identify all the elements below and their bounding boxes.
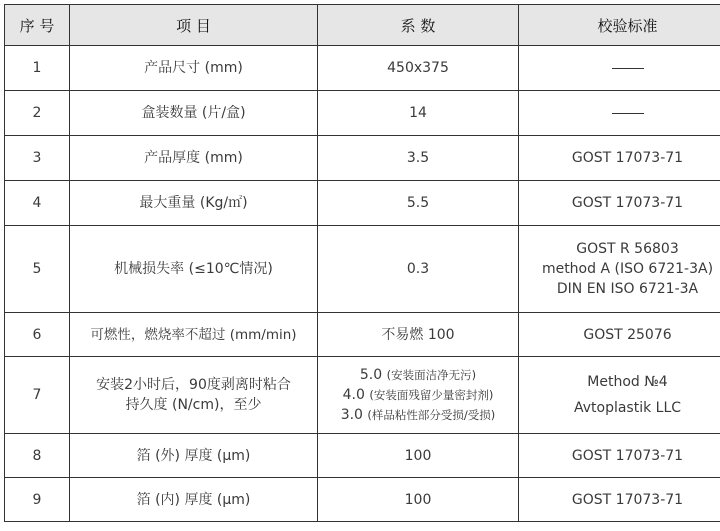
- row-no: 9: [5, 478, 70, 522]
- standard-line: DIN EN ISO 6721-3A: [556, 281, 699, 297]
- row-no: 2: [5, 91, 70, 136]
- row-standard: [519, 357, 720, 434]
- row-item: 产品尺寸 (mm): [70, 46, 318, 91]
- row-standard: [519, 91, 720, 136]
- row-item: 可燃性，燃烧率不超过 (mm/min): [70, 313, 318, 357]
- standard-line: GOST R 56803: [576, 241, 679, 257]
- table-row: [5, 91, 720, 136]
- row-coef: 0.3: [318, 226, 519, 313]
- header-standard: 校验标准: [519, 5, 720, 46]
- row-standard: GOST 17073-71: [519, 181, 720, 226]
- header-no: 序 号: [5, 5, 70, 46]
- row-coef: 3.5: [318, 136, 519, 181]
- row-item: 最大重量 (Kg/㎡): [70, 181, 318, 226]
- header-coef: 系 数: [318, 5, 519, 46]
- row-no: 5: [5, 226, 70, 313]
- row-no: 4: [5, 181, 70, 226]
- dash-mark: [612, 113, 644, 114]
- coef-value: 5.0: [359, 367, 383, 383]
- row-no: 7: [5, 357, 70, 434]
- row-item: 机械损失率 (≤10℃情况): [70, 226, 318, 313]
- dash-mark: [612, 68, 644, 69]
- table-row: [5, 226, 720, 313]
- table-row: [5, 46, 720, 91]
- row-standard: GOST 17073-71: [519, 478, 720, 522]
- coef-value: 4.0: [342, 387, 365, 403]
- coef-line: [320, 405, 516, 425]
- row-item: 盒装数量 (片/盒): [70, 91, 318, 136]
- table-row: [5, 434, 720, 478]
- row-no: 6: [5, 313, 70, 357]
- row-standard: GOST 25076: [519, 313, 720, 357]
- standard-line: Method №4: [587, 374, 668, 390]
- standard-line: Avtoplastik LLC: [573, 400, 682, 416]
- coef-note: (安装面洁净无污): [386, 368, 477, 382]
- standard-line: method A (ISO 6721-3A): [541, 261, 714, 277]
- table-row: [5, 478, 720, 522]
- item-line: 持久度 (N/cm)，至少: [125, 397, 262, 413]
- row-coef: 100: [318, 478, 519, 522]
- row-standard: [519, 226, 720, 313]
- table-row: [5, 313, 720, 357]
- table-header-row: [5, 5, 720, 46]
- row-item: 产品厚度 (mm): [70, 136, 318, 181]
- row-standard: GOST 17073-71: [519, 434, 720, 478]
- row-coef: [318, 357, 519, 434]
- row-standard: [519, 46, 720, 91]
- row-item: [70, 357, 318, 434]
- spec-table: [4, 4, 720, 522]
- coef-line: [320, 365, 516, 385]
- row-coef: 14: [318, 91, 519, 136]
- item-line: 安装2小时后，90度剥离时粘合: [96, 377, 291, 393]
- coef-value: 3.0: [340, 407, 363, 423]
- header-item: 项 目: [70, 5, 318, 46]
- row-item: 箔 (外) 厚度 (μm): [70, 434, 318, 478]
- table-row: [5, 136, 720, 181]
- table-row: [5, 181, 720, 226]
- row-coef: 450x375: [318, 46, 519, 91]
- table-row: [5, 357, 720, 434]
- coef-note: (安装面残留少量密封剂): [369, 388, 494, 402]
- row-no: 3: [5, 136, 70, 181]
- row-item: 箔 (内) 厚度 (μm): [70, 478, 318, 522]
- row-standard: GOST 17073-71: [519, 136, 720, 181]
- row-coef: 5.5: [318, 181, 519, 226]
- row-no: 1: [5, 46, 70, 91]
- coef-line: [320, 385, 516, 405]
- row-coef: 不易燃 100: [318, 313, 519, 357]
- coef-note: (样品粘性部分受损/受损): [367, 408, 496, 422]
- row-no: 8: [5, 434, 70, 478]
- row-coef: 100: [318, 434, 519, 478]
